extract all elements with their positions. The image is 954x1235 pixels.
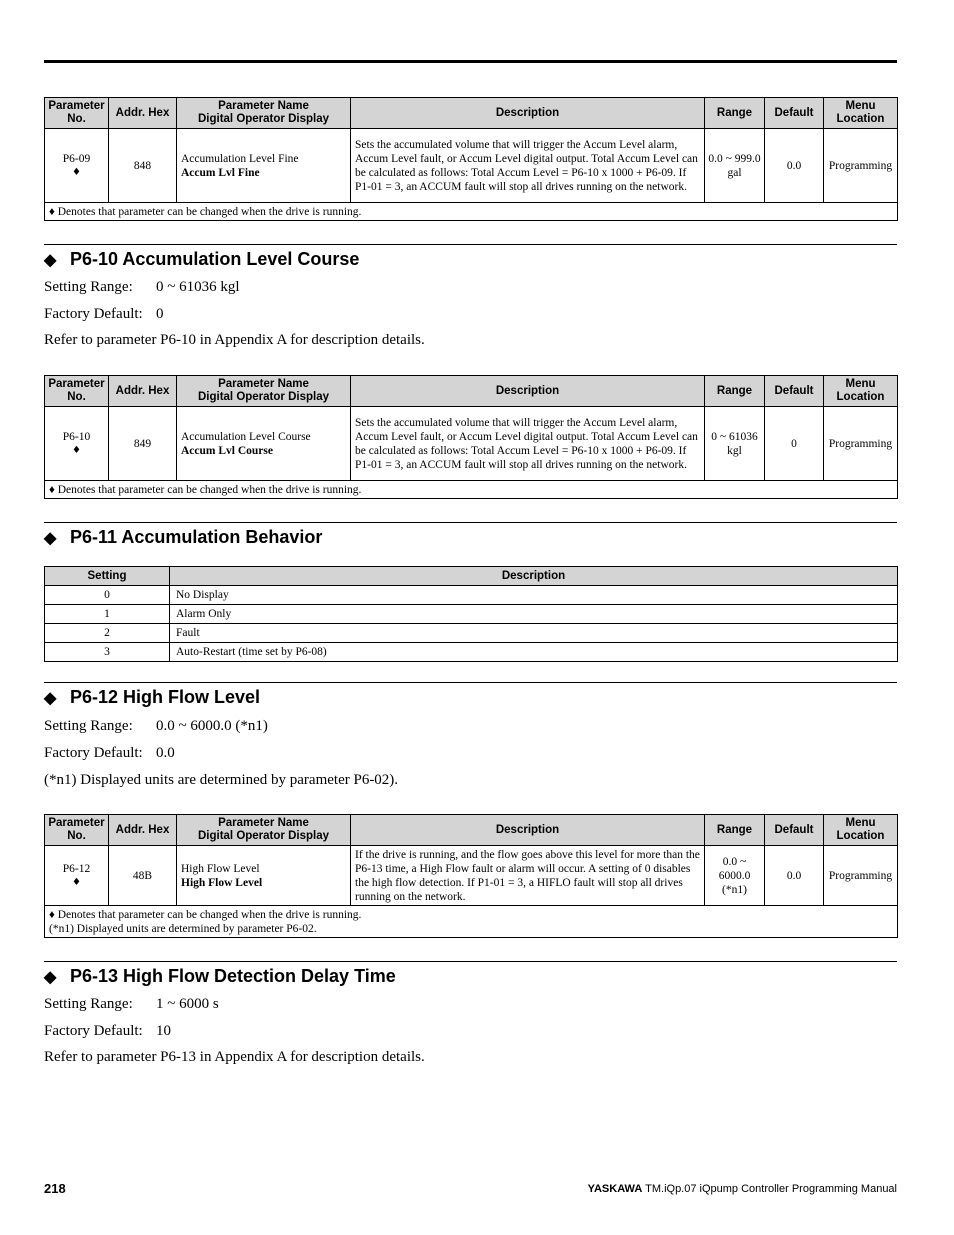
- table-row: [45, 624, 898, 643]
- run-note: ♦ Denotes that parameter can be changed when the drive is running.: [45, 481, 898, 499]
- table-header-row: [45, 376, 898, 407]
- notes-cell: [45, 906, 898, 938]
- table-row: [45, 129, 898, 203]
- section-title: ◆ P6-12 High Flow Level: [44, 687, 261, 707]
- range-cell: 0.0 ~ 999.0 gal: [705, 129, 765, 203]
- factory-default-line: Factory Default: 10: [44, 1023, 171, 1039]
- header-range: Range: [705, 98, 765, 129]
- section-p6-12: [44, 682, 897, 707]
- table-row: [45, 643, 898, 662]
- header-parameter-no: Parameter No.: [45, 815, 109, 846]
- header-default: Default: [765, 815, 824, 846]
- description-cell: If the drive is running, and the flow goes above this level for more than the P6-13 time, a High Flow fault or alarm will occur. A setting of 0 disables the high flow detection. If P1-01 = 3, a HIFLO fault will stop all drives running on the network.: [351, 846, 705, 906]
- header-parameter-name: Parameter Name Digital Operator Display: [177, 815, 351, 846]
- top-rule: [44, 60, 897, 63]
- header-parameter-no: Parameter No.: [45, 376, 109, 407]
- description-cell: Sets the accumulated volume that will trigger the Accum Level alarm, Accum Level fault, or Accum Level digital output. Total Accum Level can be calculated as follows: Total Accum Level = P6-10 x 1000 + P6-09. If P1-01 = 3, an ACCUM fault will stop all drives running on the network.: [351, 407, 705, 481]
- brand-name: YASKAWA: [587, 1183, 643, 1195]
- note-row: [45, 906, 898, 938]
- description-cell: Sets the accumulated volume that will trigger the Accum Level alarm, Accum Level fault, or Accum Level digital output. Total Accum Level can be calculated as follows: Total Accum Level = P6-10 x 1000 + P6-09. If P1-01 = 3, an ACCUM fault will stop all drives running on the network.: [351, 129, 705, 203]
- param-no-cell: P6-10 ♦: [45, 407, 109, 481]
- header-description: Description: [351, 98, 705, 129]
- diamond-bullet-icon: ◆: [44, 530, 57, 547]
- setting-cell: 0: [45, 586, 170, 605]
- header-parameter-name: Parameter Name Digital Operator Display: [177, 376, 351, 407]
- factory-default-line: Factory Default: 0.0: [44, 745, 175, 761]
- header-default: Default: [765, 98, 824, 129]
- refer-line: Refer to parameter P6-10 in Appendix A for description details.: [44, 332, 425, 348]
- param-table-p6-10: [44, 375, 898, 499]
- header-addr-hex: Addr. Hex: [109, 376, 177, 407]
- description-cell: Fault: [170, 624, 898, 643]
- param-name-cell: Accumulation Level Course Accum Lvl Course: [177, 407, 351, 481]
- param-name-cell: Accumulation Level Fine Accum Lvl Fine: [177, 129, 351, 203]
- menu-location-cell: Programming: [824, 846, 898, 906]
- header-addr-hex: Addr. Hex: [109, 98, 177, 129]
- refer-line: Refer to parameter P6-13 in Appendix A for description details.: [44, 1049, 425, 1065]
- diamond-bullet-icon: ◆: [44, 690, 57, 707]
- header-parameter-no: Parameter No.: [45, 98, 109, 129]
- default-cell: 0.0: [765, 129, 824, 203]
- description-cell: Auto-Restart (time set by P6-08): [170, 643, 898, 662]
- table-row: [45, 846, 898, 906]
- header-range: Range: [705, 815, 765, 846]
- section-p6-13: [44, 961, 897, 986]
- param-no-cell: P6-12 ♦: [45, 846, 109, 906]
- addr-cell: 849: [109, 407, 177, 481]
- page-number: 218: [44, 1181, 66, 1196]
- param-name-cell: High Flow Level High Flow Level: [177, 846, 351, 906]
- footer-title: YASKAWA TM.iQp.07 iQpump Controller Programming Manual: [587, 1183, 897, 1195]
- addr-cell: 848: [109, 129, 177, 203]
- param-table-p6-09: [44, 97, 898, 221]
- run-note: ♦ Denotes that parameter can be changed when the drive is running.: [49, 908, 362, 921]
- header-setting: Setting: [45, 567, 170, 586]
- menu-location-cell: Programming: [824, 407, 898, 481]
- table-row: [45, 605, 898, 624]
- description-cell: Alarm Only: [170, 605, 898, 624]
- factory-default-line: Factory Default: 0: [44, 306, 164, 322]
- header-description: Description: [351, 376, 705, 407]
- setting-range-line: Setting Range: 0.0 ~ 6000.0 (*n1): [44, 718, 268, 734]
- header-parameter-name: Parameter Name Digital Operator Display: [177, 98, 351, 129]
- units-note-line: (*n1) Displayed units are determined by parameter P6-02).: [44, 772, 399, 788]
- menu-location-cell: Programming: [824, 129, 898, 203]
- addr-cell: 48B: [109, 846, 177, 906]
- header-description: Description: [351, 815, 705, 846]
- param-table-p6-12: [44, 814, 898, 938]
- section-title: ◆ P6-13 High Flow Detection Delay Time: [44, 966, 396, 986]
- units-note: (*n1) Displayed units are determined by parameter P6-02.: [49, 922, 317, 935]
- table-row: [45, 586, 898, 605]
- setting-range-line: Setting Range: 0 ~ 61036 kgl: [44, 279, 240, 295]
- header-menu-location: Menu Location: [824, 98, 898, 129]
- section-p6-10: [44, 244, 897, 269]
- header-description: Description: [170, 567, 898, 586]
- range-cell: 0 ~ 61036 kgl: [705, 407, 765, 481]
- header-menu-location: Menu Location: [824, 815, 898, 846]
- table-header-row: [45, 98, 898, 129]
- section-p6-11: [44, 522, 897, 547]
- diamond-bullet-icon: ◆: [44, 252, 57, 269]
- default-cell: 0: [765, 407, 824, 481]
- section-title: ◆ P6-11 Accumulation Behavior: [44, 527, 323, 547]
- diamond-bullet-icon: ◆: [44, 969, 57, 986]
- description-cell: No Display: [170, 586, 898, 605]
- settings-table-p6-11: [44, 566, 898, 662]
- note-row: [45, 481, 898, 499]
- header-default: Default: [765, 376, 824, 407]
- section-title: ◆ P6-10 Accumulation Level Course: [44, 249, 360, 269]
- header-range: Range: [705, 376, 765, 407]
- setting-cell: 2: [45, 624, 170, 643]
- table-row: [45, 407, 898, 481]
- range-cell: 0.0 ~ 6000.0 (*n1): [705, 846, 765, 906]
- table-header-row: [45, 567, 898, 586]
- note-row: [45, 203, 898, 221]
- setting-cell: 1: [45, 605, 170, 624]
- header-addr-hex: Addr. Hex: [109, 815, 177, 846]
- header-menu-location: Menu Location: [824, 376, 898, 407]
- run-note: ♦ Denotes that parameter can be changed when the drive is running.: [45, 203, 898, 221]
- param-no-cell: P6-09 ♦: [45, 129, 109, 203]
- setting-cell: 3: [45, 643, 170, 662]
- default-cell: 0.0: [765, 846, 824, 906]
- setting-range-line: Setting Range: 1 ~ 6000 s: [44, 996, 219, 1012]
- table-header-row: [45, 815, 898, 846]
